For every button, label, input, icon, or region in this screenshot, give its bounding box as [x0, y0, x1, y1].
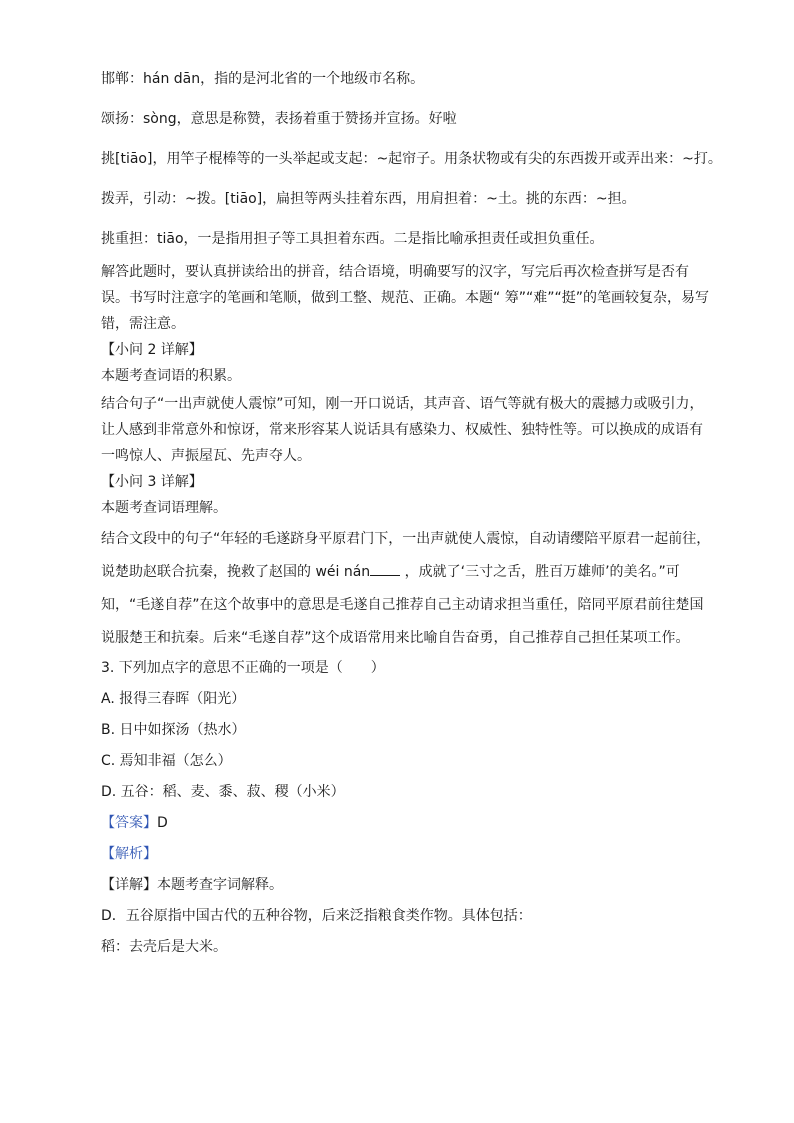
option-c: C. 焉知非福（怎么） — [101, 753, 232, 769]
detail-label: 【详解】 — [101, 877, 157, 893]
answer-line — [101, 812, 714, 834]
text-line: 本题考查词语的积累。 — [101, 368, 241, 384]
paragraph-text: 结合文段中的句子“年轻的毛遂跻身平原君门下，一出声就使人震惊，自动请缨陪平原君一起前往，说楚助赵联合抗秦，挽救了赵国的 wéi nán — [101, 531, 711, 580]
text-line: 稻：去壳后是大米。 — [101, 939, 227, 955]
explanation-paragraph: 解答此题时，要认真拼读给出的拼音，结合语境，明确要写的汉字，写完后再次检查拼写是否有误。书写时注意字的笔画和笔顺，做到工整、规范、正确。本题“ 筹”“难”“挺”的笔画较复杂，易写错，需注意。 — [101, 264, 709, 332]
paragraph-text: ，成就了‘三寸之舌，胜百万雄师’的美名。”可知，“毛遂自荐”在这个故事中的意思是毛遂自己推荐自己主动请求担当重任，陪同平原君前往楚国说服楚王和抗秦。后来“毛遂自荐”这个成语常用来比喻自告奋勇，自己推荐自己担任某项工作。 — [101, 564, 704, 646]
section-heading: 【小问 2 详解】 — [101, 342, 203, 358]
detail-line — [101, 874, 714, 896]
section-heading: 【小问 3 详解】 — [101, 474, 203, 490]
analysis-line — [101, 843, 714, 865]
detail-text: 本题考查字词解释。 — [157, 877, 283, 893]
answer-value: D — [157, 815, 168, 831]
answer-label: 【答案】 — [101, 815, 157, 831]
text-line: 邯郸：hán dān，指的是河北省的一个地级市名称。 — [101, 71, 425, 87]
text-line: 本题考查词语理解。 — [101, 500, 227, 516]
text-line: 挑[tiāo]，用竿子棍棒等的一头举起或支起：~起帘子。用条状物或有尖的东西拨开或弄出来：~打。 — [101, 151, 722, 167]
explanation-paragraph — [101, 523, 714, 655]
text-line: D．五谷原指中国古代的五种谷物，后来泛指粮食类作物。具体包括： — [101, 908, 532, 924]
fill-blank — [370, 561, 400, 576]
text-line: 颂扬：sòng，意思是称赞，表扬着重于赞扬并宣扬。好啦 — [101, 111, 457, 127]
text-line: 拨弄，引动：~拨。[tiāo]，扁担等两头挂着东西，用肩担着：~土。挑的东西：~担。 — [101, 191, 636, 207]
question-stem: 3. 下列加点字的意思不正确的一项是（ ） — [101, 660, 385, 676]
option-a: A. 报得三春晖（阳光） — [101, 691, 246, 707]
option-b: B. 日中如探汤（热水） — [101, 722, 246, 738]
explanation-paragraph: 结合句子“一出声就使人震惊”可知，刚一开口说话，其声音、语气等就有极大的震撼力或吸引力，让人感到非常意外和惊讶，常来形容某人说话具有感染力、权威性、独特性等。可以换成的成语有一鸣惊人、声振屋瓦、先声夺人。 — [101, 396, 704, 464]
option-d: D. 五谷：稻、麦、黍、菽、稷（小米） — [101, 784, 345, 800]
analysis-label: 【解析】 — [101, 846, 157, 862]
text-line: 挑重担：tiāo，一是指用担子等工具担着东西。二是指比喻承担责任或担负重任。 — [101, 231, 604, 247]
